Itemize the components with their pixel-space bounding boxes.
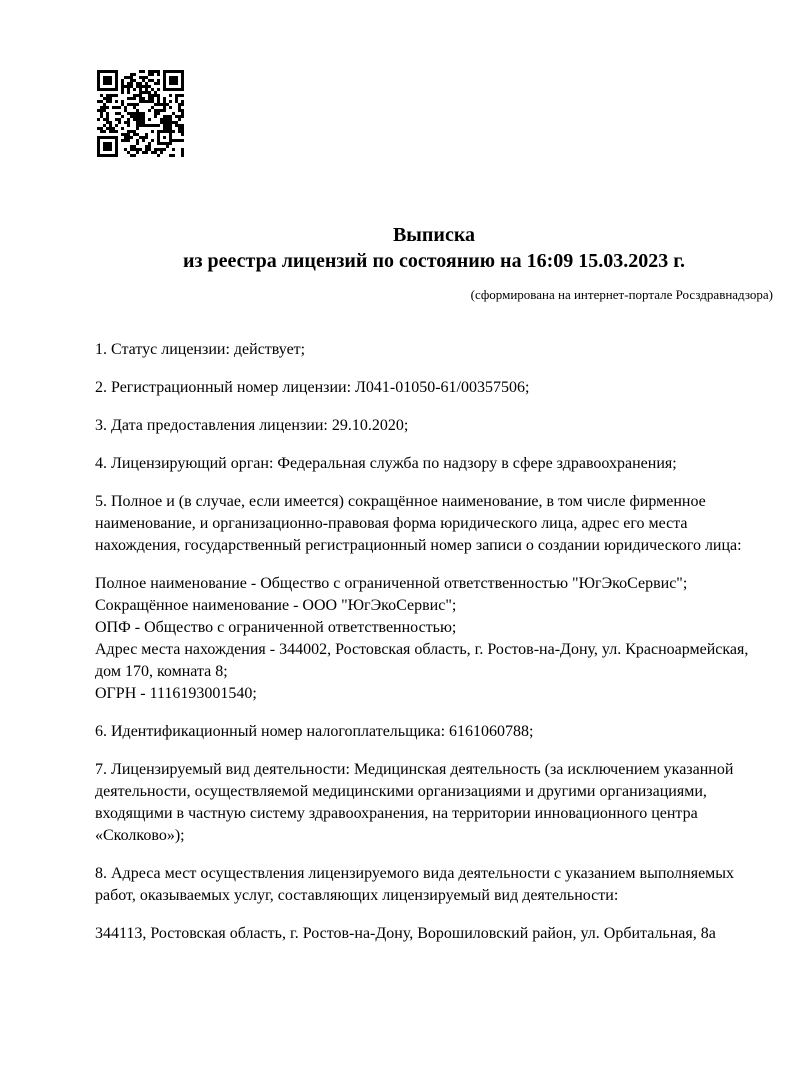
paragraph-license-date: 3. Дата предоставления лицензии: 29.10.2020; [95,417,409,434]
company-full-name: Полное наименование - Общество с ограниченной ответственностью "ЮгЭкоСервис"; [95,575,688,592]
qr-code [97,70,184,157]
company-address: Адрес места нахождения - 344002, Ростовская область, г. Ростов-на-Дону, ул. Красноармейская, дом 170, комната 8; [95,641,749,680]
company-ogrn: ОГРН - 1116193001540; [95,685,257,702]
company-details-block [95,573,773,705]
document-subtitle: (сформирована на интернет-портале Росздравнадзора) [470,287,773,302]
paragraph-licensing-authority: 4. Лицензирующий орган: Федеральная служба по надзору в сфере здравоохранения; [95,455,677,472]
paragraph-activity-addresses-heading: 8. Адреса мест осуществления лицензируемого вида деятельности с указанием выполняемых работ, оказываемых услуг, составляющих лицензируемый вид деятельности: [95,865,735,904]
paragraph-licensed-activity: 7. Лицензируемый вид деятельности: Медицинская деятельность (за исключением указанной деятельности, осуществляемой медицинскими организациями и другими организациями, входящими в частную систему здравоохранения, на территории инновационного центра «Сколково»); [95,761,734,844]
document-title-line2: из реестра лицензий по состоянию на 16:09 15.03.2023 г. [182,250,686,272]
paragraph-legal-entity-heading: 5. Полное и (в случае, если имеется) сокращённое наименование, в том числе фирменное наименование, и организационно-правовая форма юридического лица, адрес его места нахождения, государственный регистрационный номер записи о создании юридического лица: [95,493,742,554]
company-short-name: Сокращённое наименование - ООО "ЮгЭкоСервис"; [95,597,457,614]
company-legal-form: ОПФ - Общество с ограниченной ответственностью; [95,619,457,636]
paragraph-registration-number: 2. Регистрационный номер лицензии: Л041-01050-61/00357506; [95,379,530,396]
paragraph-license-status: 1. Статус лицензии: действует; [95,341,306,358]
document-title-line1: Выписка [392,224,476,246]
activity-address: 344113, Ростовская область, г. Ростов-на-Дону, Ворошиловский район, ул. Орбитальная, 8а [95,925,716,942]
document-body [95,339,773,945]
document-title [95,222,773,274]
paragraph-inn: 6. Идентификационный номер налогоплательщика: 6161060788; [95,723,534,740]
